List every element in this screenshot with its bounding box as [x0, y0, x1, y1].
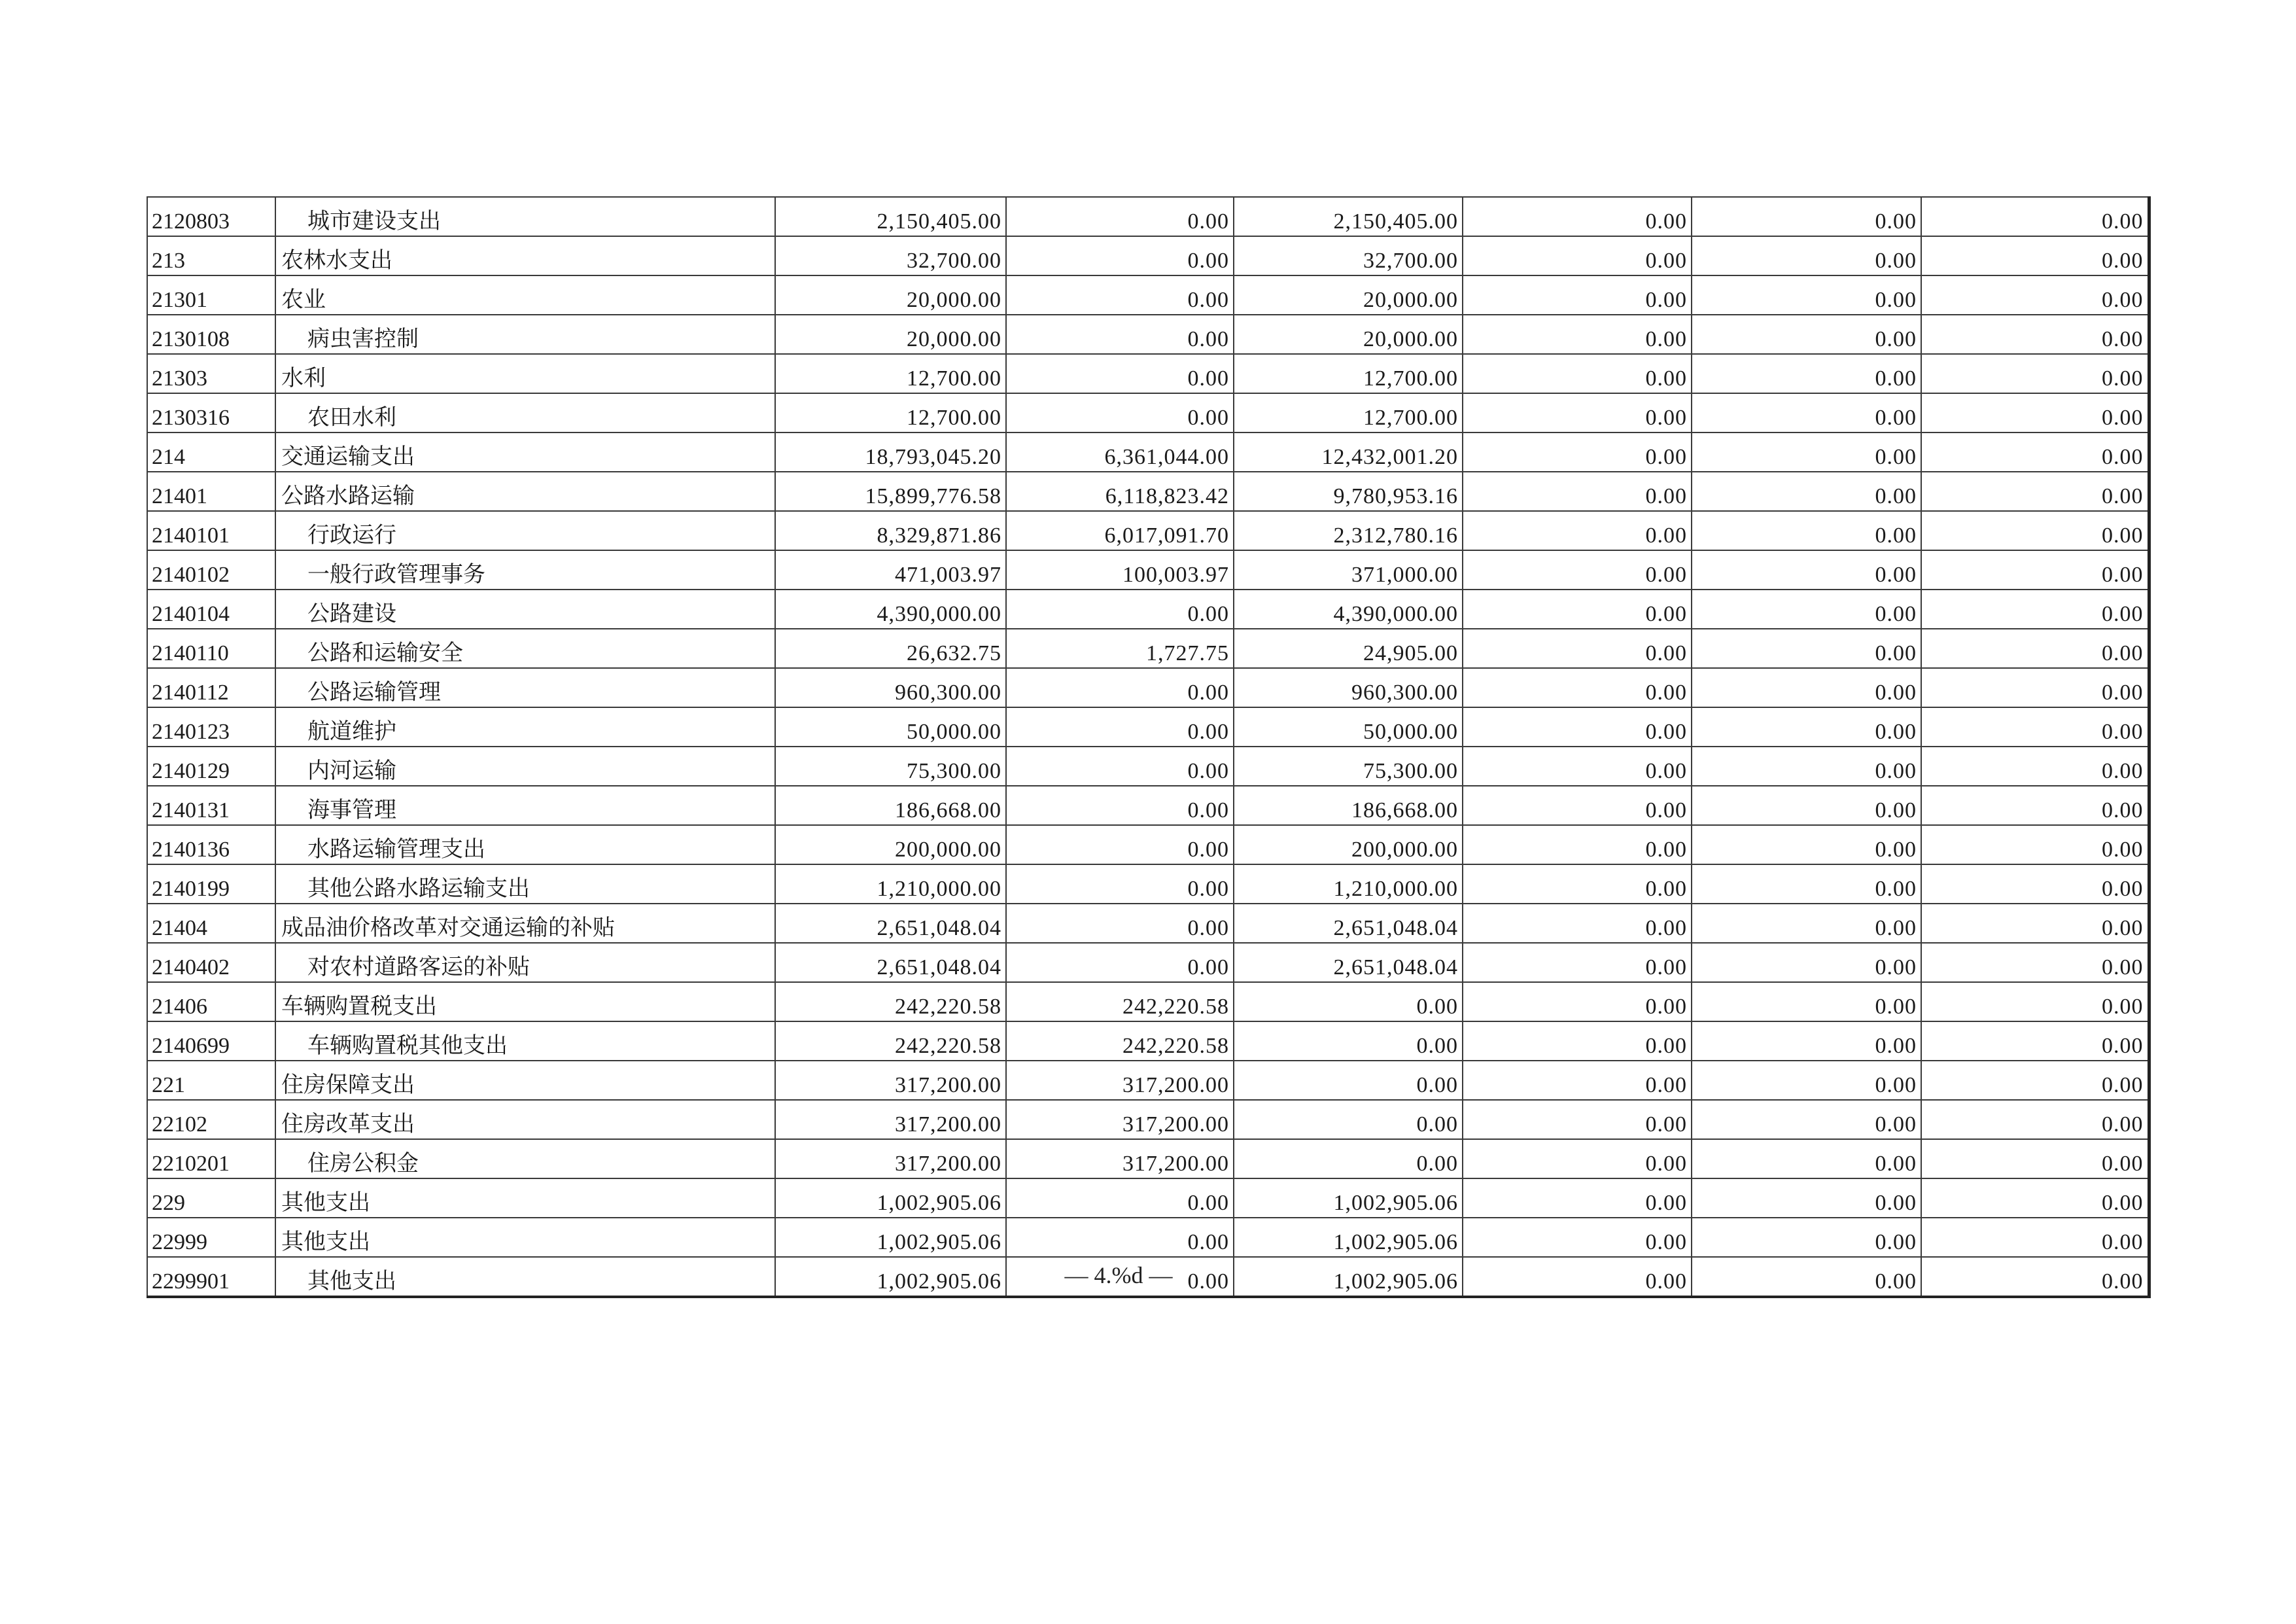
cell-col6: 0.00 — [1463, 315, 1692, 354]
cell-code: 22102 — [147, 1100, 275, 1139]
cell-col8: 0.00 — [1921, 1100, 2149, 1139]
cell-total: 26,632.75 — [775, 629, 1006, 668]
table-row — [147, 472, 2149, 511]
table-row — [147, 668, 2149, 707]
cell-basic: 0.00 — [1006, 864, 1234, 904]
cell-basic: 6,017,091.70 — [1006, 511, 1234, 550]
cell-col8: 0.00 — [1921, 864, 2149, 904]
table-row — [147, 786, 2149, 825]
cell-col8: 0.00 — [1921, 668, 2149, 707]
cell-name: 住房改革支出 — [275, 1100, 775, 1139]
table-row — [147, 511, 2149, 550]
cell-col7: 0.00 — [1692, 511, 1921, 550]
cell-basic: 0.00 — [1006, 707, 1234, 747]
cell-total: 15,899,776.58 — [775, 472, 1006, 511]
cell-code: 2140123 — [147, 707, 275, 747]
cell-project: 24,905.00 — [1234, 629, 1463, 668]
cell-col8: 0.00 — [1921, 472, 2149, 511]
cell-name: 住房保障支出 — [275, 1061, 775, 1100]
cell-basic: 0.00 — [1006, 354, 1234, 393]
cell-project: 20,000.00 — [1234, 275, 1463, 315]
cell-col8: 0.00 — [1921, 1021, 2149, 1061]
cell-code: 213 — [147, 236, 275, 275]
cell-name: 农田水利 — [275, 393, 775, 432]
cell-code: 2140131 — [147, 786, 275, 825]
table-row — [147, 943, 2149, 982]
cell-project: 960,300.00 — [1234, 668, 1463, 707]
cell-col8: 0.00 — [1921, 511, 2149, 550]
cell-col7: 0.00 — [1692, 393, 1921, 432]
cell-col6: 0.00 — [1463, 668, 1692, 707]
cell-total: 242,220.58 — [775, 1021, 1006, 1061]
cell-code: 2120803 — [147, 197, 275, 236]
cell-code: 21301 — [147, 275, 275, 315]
cell-basic: 242,220.58 — [1006, 982, 1234, 1021]
table-row — [147, 1178, 2149, 1218]
cell-basic: 0.00 — [1006, 786, 1234, 825]
cell-code: 2130316 — [147, 393, 275, 432]
cell-basic: 0.00 — [1006, 393, 1234, 432]
cell-code: 2130108 — [147, 315, 275, 354]
cell-name: 公路建设 — [275, 590, 775, 629]
cell-name: 航道维护 — [275, 707, 775, 747]
cell-col6: 0.00 — [1463, 982, 1692, 1021]
cell-col8: 0.00 — [1921, 707, 2149, 747]
cell-project: 371,000.00 — [1234, 550, 1463, 590]
cell-total: 18,793,045.20 — [775, 432, 1006, 472]
cell-total: 75,300.00 — [775, 747, 1006, 786]
cell-col7: 0.00 — [1692, 590, 1921, 629]
cell-basic: 0.00 — [1006, 315, 1234, 354]
cell-project: 0.00 — [1234, 1139, 1463, 1178]
cell-code: 21303 — [147, 354, 275, 393]
cell-col7: 0.00 — [1692, 1218, 1921, 1257]
cell-total: 186,668.00 — [775, 786, 1006, 825]
cell-basic: 6,118,823.42 — [1006, 472, 1234, 511]
table-row — [147, 825, 2149, 864]
table-row — [147, 393, 2149, 432]
cell-col6: 0.00 — [1463, 1139, 1692, 1178]
cell-name: 水路运输管理支出 — [275, 825, 775, 864]
cell-code: 2140199 — [147, 864, 275, 904]
cell-basic: 0.00 — [1006, 943, 1234, 982]
cell-name: 对农村道路客运的补贴 — [275, 943, 775, 982]
cell-col6: 0.00 — [1463, 275, 1692, 315]
cell-total: 2,651,048.04 — [775, 904, 1006, 943]
cell-col7: 0.00 — [1692, 275, 1921, 315]
table-row — [147, 275, 2149, 315]
cell-name: 水利 — [275, 354, 775, 393]
cell-basic: 0.00 — [1006, 236, 1234, 275]
cell-name: 公路水路运输 — [275, 472, 775, 511]
cell-name: 公路和运输安全 — [275, 629, 775, 668]
cell-project: 0.00 — [1234, 1021, 1463, 1061]
table-row — [147, 904, 2149, 943]
cell-col8: 0.00 — [1921, 590, 2149, 629]
cell-col8: 0.00 — [1921, 197, 2149, 236]
cell-name: 内河运输 — [275, 747, 775, 786]
cell-total: 317,200.00 — [775, 1139, 1006, 1178]
cell-col8: 0.00 — [1921, 1139, 2149, 1178]
cell-col6: 0.00 — [1463, 550, 1692, 590]
cell-name: 其他公路水路运输支出 — [275, 864, 775, 904]
cell-name: 农林水支出 — [275, 236, 775, 275]
cell-name: 一般行政管理事务 — [275, 550, 775, 590]
cell-code: 2140699 — [147, 1021, 275, 1061]
table-row — [147, 629, 2149, 668]
cell-col7: 0.00 — [1692, 354, 1921, 393]
cell-total: 200,000.00 — [775, 825, 1006, 864]
table-row — [147, 864, 2149, 904]
table-row — [147, 432, 2149, 472]
cell-total: 20,000.00 — [775, 315, 1006, 354]
cell-col8: 0.00 — [1921, 747, 2149, 786]
cell-col6: 0.00 — [1463, 1178, 1692, 1218]
cell-col8: 0.00 — [1921, 432, 2149, 472]
cell-col6: 0.00 — [1463, 1021, 1692, 1061]
cell-project: 12,432,001.20 — [1234, 432, 1463, 472]
cell-total: 1,002,905.06 — [775, 1218, 1006, 1257]
expenditure-table — [147, 196, 2151, 1298]
cell-name: 住房公积金 — [275, 1139, 775, 1178]
table-row — [147, 1139, 2149, 1178]
cell-name: 其他支出 — [275, 1178, 775, 1218]
cell-total: 471,003.97 — [775, 550, 1006, 590]
cell-project: 4,390,000.00 — [1234, 590, 1463, 629]
cell-total: 242,220.58 — [775, 982, 1006, 1021]
cell-project: 12,700.00 — [1234, 393, 1463, 432]
cell-col7: 0.00 — [1692, 707, 1921, 747]
table-row — [147, 315, 2149, 354]
cell-project: 9,780,953.16 — [1234, 472, 1463, 511]
cell-col7: 0.00 — [1692, 1178, 1921, 1218]
cell-col8: 0.00 — [1921, 1178, 2149, 1218]
cell-col6: 0.00 — [1463, 590, 1692, 629]
cell-col8: 0.00 — [1921, 904, 2149, 943]
cell-total: 1,210,000.00 — [775, 864, 1006, 904]
cell-project: 0.00 — [1234, 1061, 1463, 1100]
cell-total: 2,150,405.00 — [775, 197, 1006, 236]
cell-name: 车辆购置税其他支出 — [275, 1021, 775, 1061]
table-row — [147, 747, 2149, 786]
cell-col6: 0.00 — [1463, 1218, 1692, 1257]
cell-col7: 0.00 — [1692, 197, 1921, 236]
cell-col8: 0.00 — [1921, 1218, 2149, 1257]
table-row — [147, 1218, 2149, 1257]
cell-name: 公路运输管理 — [275, 668, 775, 707]
cell-total: 8,329,871.86 — [775, 511, 1006, 550]
cell-basic: 1,727.75 — [1006, 629, 1234, 668]
cell-basic: 100,003.97 — [1006, 550, 1234, 590]
cell-basic: 0.00 — [1006, 1257, 1234, 1297]
cell-col8: 0.00 — [1921, 982, 2149, 1021]
cell-code: 2299901 — [147, 1257, 275, 1297]
cell-col8: 0.00 — [1921, 275, 2149, 315]
cell-basic: 317,200.00 — [1006, 1061, 1234, 1100]
cell-name: 其他支出 — [275, 1257, 775, 1297]
cell-basic: 0.00 — [1006, 197, 1234, 236]
cell-basic: 0.00 — [1006, 668, 1234, 707]
cell-col7: 0.00 — [1692, 786, 1921, 825]
cell-name: 交通运输支出 — [275, 432, 775, 472]
table-row — [147, 550, 2149, 590]
cell-col8: 0.00 — [1921, 1257, 2149, 1297]
cell-project: 0.00 — [1234, 982, 1463, 1021]
cell-name: 城市建设支出 — [275, 197, 775, 236]
cell-col6: 0.00 — [1463, 707, 1692, 747]
cell-col8: 0.00 — [1921, 943, 2149, 982]
cell-code: 2140112 — [147, 668, 275, 707]
cell-project: 1,002,905.06 — [1234, 1257, 1463, 1297]
cell-code: 229 — [147, 1178, 275, 1218]
cell-col7: 0.00 — [1692, 315, 1921, 354]
cell-name: 病虫害控制 — [275, 315, 775, 354]
cell-col8: 0.00 — [1921, 236, 2149, 275]
cell-code: 21401 — [147, 472, 275, 511]
page-number: — 4.%d — — [1064, 1262, 1173, 1288]
cell-code: 2140136 — [147, 825, 275, 864]
cell-basic: 0.00 — [1006, 825, 1234, 864]
cell-basic: 0.00 — [1006, 904, 1234, 943]
cell-code: 2140102 — [147, 550, 275, 590]
table-row — [147, 1021, 2149, 1061]
cell-col6: 0.00 — [1463, 393, 1692, 432]
cell-total: 317,200.00 — [775, 1100, 1006, 1139]
cell-basic: 0.00 — [1006, 1218, 1234, 1257]
cell-col6: 0.00 — [1463, 1061, 1692, 1100]
cell-total: 1,002,905.06 — [775, 1178, 1006, 1218]
cell-total: 4,390,000.00 — [775, 590, 1006, 629]
cell-col6: 0.00 — [1463, 1100, 1692, 1139]
table-row — [147, 354, 2149, 393]
cell-col6: 0.00 — [1463, 432, 1692, 472]
cell-total: 1,002,905.06 — [775, 1257, 1006, 1297]
cell-col8: 0.00 — [1921, 629, 2149, 668]
cell-basic: 317,200.00 — [1006, 1139, 1234, 1178]
cell-name: 成品油价格改革对交通运输的补贴 — [275, 904, 775, 943]
table-row — [147, 236, 2149, 275]
cell-col6: 0.00 — [1463, 904, 1692, 943]
cell-col7: 0.00 — [1692, 550, 1921, 590]
cell-code: 2140402 — [147, 943, 275, 982]
cell-basic: 242,220.58 — [1006, 1021, 1234, 1061]
cell-name: 农业 — [275, 275, 775, 315]
cell-col7: 0.00 — [1692, 432, 1921, 472]
cell-col8: 0.00 — [1921, 393, 2149, 432]
cell-col6: 0.00 — [1463, 236, 1692, 275]
table-row — [147, 197, 2149, 236]
cell-col8: 0.00 — [1921, 354, 2149, 393]
cell-code: 2210201 — [147, 1139, 275, 1178]
cell-project: 1,210,000.00 — [1234, 864, 1463, 904]
cell-code: 22999 — [147, 1218, 275, 1257]
cell-project: 12,700.00 — [1234, 354, 1463, 393]
cell-col7: 0.00 — [1692, 982, 1921, 1021]
cell-col7: 0.00 — [1692, 943, 1921, 982]
table-row — [147, 590, 2149, 629]
table-row — [147, 1100, 2149, 1139]
cell-project: 0.00 — [1234, 1100, 1463, 1139]
cell-col7: 0.00 — [1692, 864, 1921, 904]
cell-basic: 0.00 — [1006, 275, 1234, 315]
cell-code: 221 — [147, 1061, 275, 1100]
cell-col7: 0.00 — [1692, 668, 1921, 707]
cell-code: 21404 — [147, 904, 275, 943]
cell-total: 317,200.00 — [775, 1061, 1006, 1100]
cell-project: 200,000.00 — [1234, 825, 1463, 864]
cell-basic: 0.00 — [1006, 590, 1234, 629]
cell-basic: 0.00 — [1006, 747, 1234, 786]
cell-col8: 0.00 — [1921, 825, 2149, 864]
cell-project: 32,700.00 — [1234, 236, 1463, 275]
table-row — [147, 1061, 2149, 1100]
cell-name: 其他支出 — [275, 1218, 775, 1257]
cell-col6: 0.00 — [1463, 943, 1692, 982]
cell-name: 行政运行 — [275, 511, 775, 550]
cell-col7: 0.00 — [1692, 1100, 1921, 1139]
cell-col7: 0.00 — [1692, 1021, 1921, 1061]
cell-col6: 0.00 — [1463, 864, 1692, 904]
cell-code: 2140110 — [147, 629, 275, 668]
cell-col6: 0.00 — [1463, 1257, 1692, 1297]
cell-col6: 0.00 — [1463, 197, 1692, 236]
cell-basic: 6,361,044.00 — [1006, 432, 1234, 472]
cell-col6: 0.00 — [1463, 472, 1692, 511]
cell-col6: 0.00 — [1463, 629, 1692, 668]
cell-total: 20,000.00 — [775, 275, 1006, 315]
cell-total: 32,700.00 — [775, 236, 1006, 275]
cell-col6: 0.00 — [1463, 825, 1692, 864]
cell-project: 186,668.00 — [1234, 786, 1463, 825]
cell-project: 50,000.00 — [1234, 707, 1463, 747]
table-row — [147, 707, 2149, 747]
cell-col7: 0.00 — [1692, 904, 1921, 943]
cell-col8: 0.00 — [1921, 786, 2149, 825]
cell-code: 2140101 — [147, 511, 275, 550]
cell-col6: 0.00 — [1463, 786, 1692, 825]
cell-project: 1,002,905.06 — [1234, 1218, 1463, 1257]
table-body — [147, 197, 2149, 1297]
cell-project: 2,651,048.04 — [1234, 904, 1463, 943]
cell-col6: 0.00 — [1463, 747, 1692, 786]
cell-col6: 0.00 — [1463, 354, 1692, 393]
cell-project: 2,312,780.16 — [1234, 511, 1463, 550]
cell-project: 1,002,905.06 — [1234, 1178, 1463, 1218]
cell-project: 20,000.00 — [1234, 315, 1463, 354]
cell-total: 12,700.00 — [775, 393, 1006, 432]
cell-total: 12,700.00 — [775, 354, 1006, 393]
cell-col7: 0.00 — [1692, 1139, 1921, 1178]
cell-project: 75,300.00 — [1234, 747, 1463, 786]
cell-col7: 0.00 — [1692, 825, 1921, 864]
table-row — [147, 982, 2149, 1021]
cell-col7: 0.00 — [1692, 1257, 1921, 1297]
cell-col8: 0.00 — [1921, 315, 2149, 354]
cell-project: 2,651,048.04 — [1234, 943, 1463, 982]
cell-total: 960,300.00 — [775, 668, 1006, 707]
cell-col8: 0.00 — [1921, 1061, 2149, 1100]
cell-basic: 0.00 — [1006, 1178, 1234, 1218]
cell-col7: 0.00 — [1692, 1061, 1921, 1100]
cell-code: 2140129 — [147, 747, 275, 786]
cell-basic: 317,200.00 — [1006, 1100, 1234, 1139]
cell-col6: 0.00 — [1463, 511, 1692, 550]
cell-col7: 0.00 — [1692, 629, 1921, 668]
cell-code: 2140104 — [147, 590, 275, 629]
cell-total: 2,651,048.04 — [775, 943, 1006, 982]
cell-col7: 0.00 — [1692, 747, 1921, 786]
cell-project: 2,150,405.00 — [1234, 197, 1463, 236]
cell-col7: 0.00 — [1692, 472, 1921, 511]
cell-name: 海事管理 — [275, 786, 775, 825]
cell-code: 21406 — [147, 982, 275, 1021]
cell-code: 214 — [147, 432, 275, 472]
cell-total: 50,000.00 — [775, 707, 1006, 747]
cell-col7: 0.00 — [1692, 236, 1921, 275]
cell-col8: 0.00 — [1921, 550, 2149, 590]
cell-name: 车辆购置税支出 — [275, 982, 775, 1021]
